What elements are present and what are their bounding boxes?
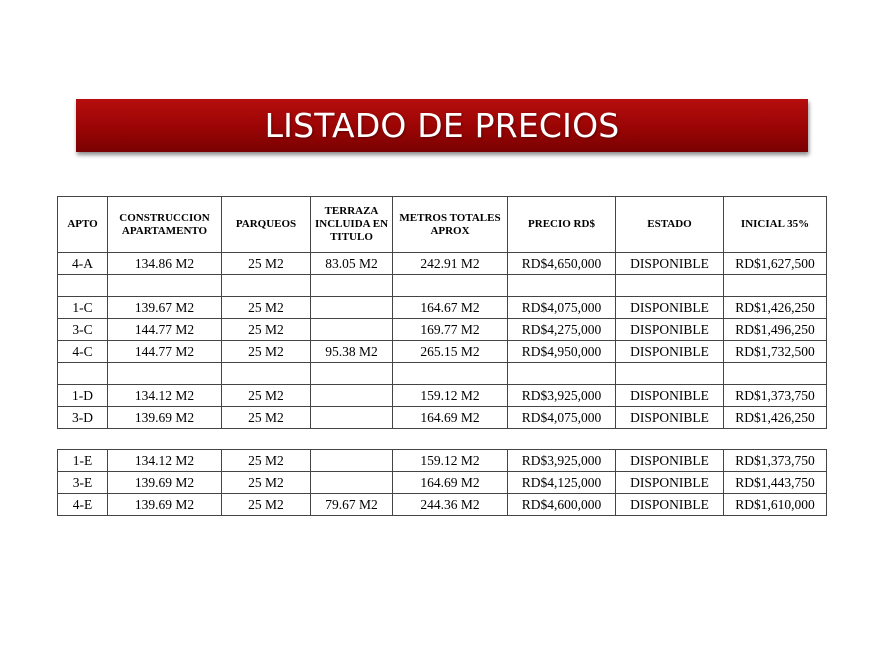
cell-estado: DISPONIBLE (616, 297, 724, 319)
cell-construccion: 134.12 M2 (108, 385, 222, 407)
table-row (58, 450, 827, 472)
cell-parqueos: 25 M2 (222, 297, 311, 319)
cell-apto: 1-E (58, 450, 108, 472)
cell-construccion: 139.67 M2 (108, 297, 222, 319)
cell-metros-totales: 164.69 M2 (393, 407, 508, 429)
cell-apto (58, 363, 108, 385)
cell-precio: RD$4,075,000 (508, 297, 616, 319)
cell-parqueos (222, 363, 311, 385)
table-row-empty (58, 363, 827, 385)
cell-metros-totales: 164.67 M2 (393, 297, 508, 319)
cell-precio: RD$4,600,000 (508, 494, 616, 516)
cell-terraza: 83.05 M2 (311, 253, 393, 275)
cell-terraza: 79.67 M2 (311, 494, 393, 516)
cell-metros-totales: 244.36 M2 (393, 494, 508, 516)
cell-precio: RD$4,650,000 (508, 253, 616, 275)
cell-apto: 3-C (58, 319, 108, 341)
cell-estado (616, 275, 724, 297)
cell-precio: RD$4,950,000 (508, 341, 616, 363)
cell-estado: DISPONIBLE (616, 472, 724, 494)
header-terraza: TERRAZA INCLUIDA EN TITULO (311, 197, 393, 253)
table-row (58, 341, 827, 363)
cell-inicial: RD$1,373,750 (724, 385, 827, 407)
header-apto: APTO (58, 197, 108, 253)
cell-precio (508, 363, 616, 385)
cell-apto: 1-C (58, 297, 108, 319)
cell-inicial: RD$1,732,500 (724, 341, 827, 363)
cell-estado: DISPONIBLE (616, 253, 724, 275)
cell-metros-totales: 164.69 M2 (393, 472, 508, 494)
header-construccion: CONSTRUCCION APARTAMENTO (108, 197, 222, 253)
table-row (58, 319, 827, 341)
cell-parqueos (222, 275, 311, 297)
cell-terraza (311, 363, 393, 385)
table-row-empty (58, 275, 827, 297)
table-row (58, 385, 827, 407)
header-precio: PRECIO RD$ (508, 197, 616, 253)
cell-estado: DISPONIBLE (616, 319, 724, 341)
cell-estado: DISPONIBLE (616, 407, 724, 429)
cell-terraza (311, 472, 393, 494)
cell-construccion: 139.69 M2 (108, 494, 222, 516)
cell-estado: DISPONIBLE (616, 450, 724, 472)
cell-construccion: 144.77 M2 (108, 319, 222, 341)
cell-construccion: 144.77 M2 (108, 341, 222, 363)
cell-construccion (108, 275, 222, 297)
cell-metros-totales: 265.15 M2 (393, 341, 508, 363)
cell-construccion: 134.86 M2 (108, 253, 222, 275)
cell-estado (616, 363, 724, 385)
cell-terraza (311, 319, 393, 341)
cell-terraza (311, 297, 393, 319)
table-row (58, 253, 827, 275)
cell-precio: RD$4,275,000 (508, 319, 616, 341)
cell-parqueos: 25 M2 (222, 341, 311, 363)
cell-terraza (311, 385, 393, 407)
header-parqueos: PARQUEOS (222, 197, 311, 253)
cell-precio: RD$3,925,000 (508, 385, 616, 407)
cell-inicial (724, 275, 827, 297)
table-row (58, 472, 827, 494)
cell-apto: 3-D (58, 407, 108, 429)
title-banner (76, 99, 808, 152)
header-estado: ESTADO (616, 197, 724, 253)
cell-inicial: RD$1,426,250 (724, 297, 827, 319)
header-metros-totales: METROS TOTALES APROX (393, 197, 508, 253)
cell-parqueos: 25 M2 (222, 253, 311, 275)
cell-metros-totales: 242.91 M2 (393, 253, 508, 275)
cell-terraza (311, 275, 393, 297)
cell-precio: RD$4,075,000 (508, 407, 616, 429)
cell-apto: 4-C (58, 341, 108, 363)
cell-construccion: 139.69 M2 (108, 472, 222, 494)
cell-estado: DISPONIBLE (616, 385, 724, 407)
cell-apto: 3-E (58, 472, 108, 494)
cell-parqueos: 25 M2 (222, 450, 311, 472)
table-row (58, 494, 827, 516)
table-row (58, 297, 827, 319)
cell-parqueos: 25 M2 (222, 407, 311, 429)
cell-parqueos: 25 M2 (222, 319, 311, 341)
cell-parqueos: 25 M2 (222, 385, 311, 407)
table-header-row (58, 197, 827, 253)
cell-inicial: RD$1,496,250 (724, 319, 827, 341)
cell-inicial: RD$1,443,750 (724, 472, 827, 494)
cell-inicial: RD$1,610,000 (724, 494, 827, 516)
cell-apto: 1-D (58, 385, 108, 407)
cell-terraza (311, 450, 393, 472)
cell-inicial: RD$1,627,500 (724, 253, 827, 275)
cell-terraza: 95.38 M2 (311, 341, 393, 363)
page-title: LISTADO DE PRECIOS (264, 106, 620, 145)
cell-parqueos: 25 M2 (222, 494, 311, 516)
cell-metros-totales: 169.77 M2 (393, 319, 508, 341)
header-inicial: INICIAL 35% (724, 197, 827, 253)
cell-metros-totales: 159.12 M2 (393, 385, 508, 407)
cell-precio: RD$3,925,000 (508, 450, 616, 472)
cell-metros-totales: 159.12 M2 (393, 450, 508, 472)
cell-precio (508, 275, 616, 297)
cell-apto: 4-A (58, 253, 108, 275)
cell-apto: 4-E (58, 494, 108, 516)
cell-inicial (724, 363, 827, 385)
cell-construccion (108, 363, 222, 385)
price-table (57, 196, 827, 516)
cell-inicial: RD$1,426,250 (724, 407, 827, 429)
cell-estado: DISPONIBLE (616, 494, 724, 516)
cell-metros-totales (393, 275, 508, 297)
table-row (58, 407, 827, 429)
cell-construccion: 134.12 M2 (108, 450, 222, 472)
cell-apto (58, 275, 108, 297)
gap-cell (58, 429, 827, 450)
cell-construccion: 139.69 M2 (108, 407, 222, 429)
cell-terraza (311, 407, 393, 429)
cell-precio: RD$4,125,000 (508, 472, 616, 494)
cell-estado: DISPONIBLE (616, 341, 724, 363)
cell-inicial: RD$1,373,750 (724, 450, 827, 472)
table-gap-row (58, 429, 827, 450)
cell-parqueos: 25 M2 (222, 472, 311, 494)
cell-metros-totales (393, 363, 508, 385)
